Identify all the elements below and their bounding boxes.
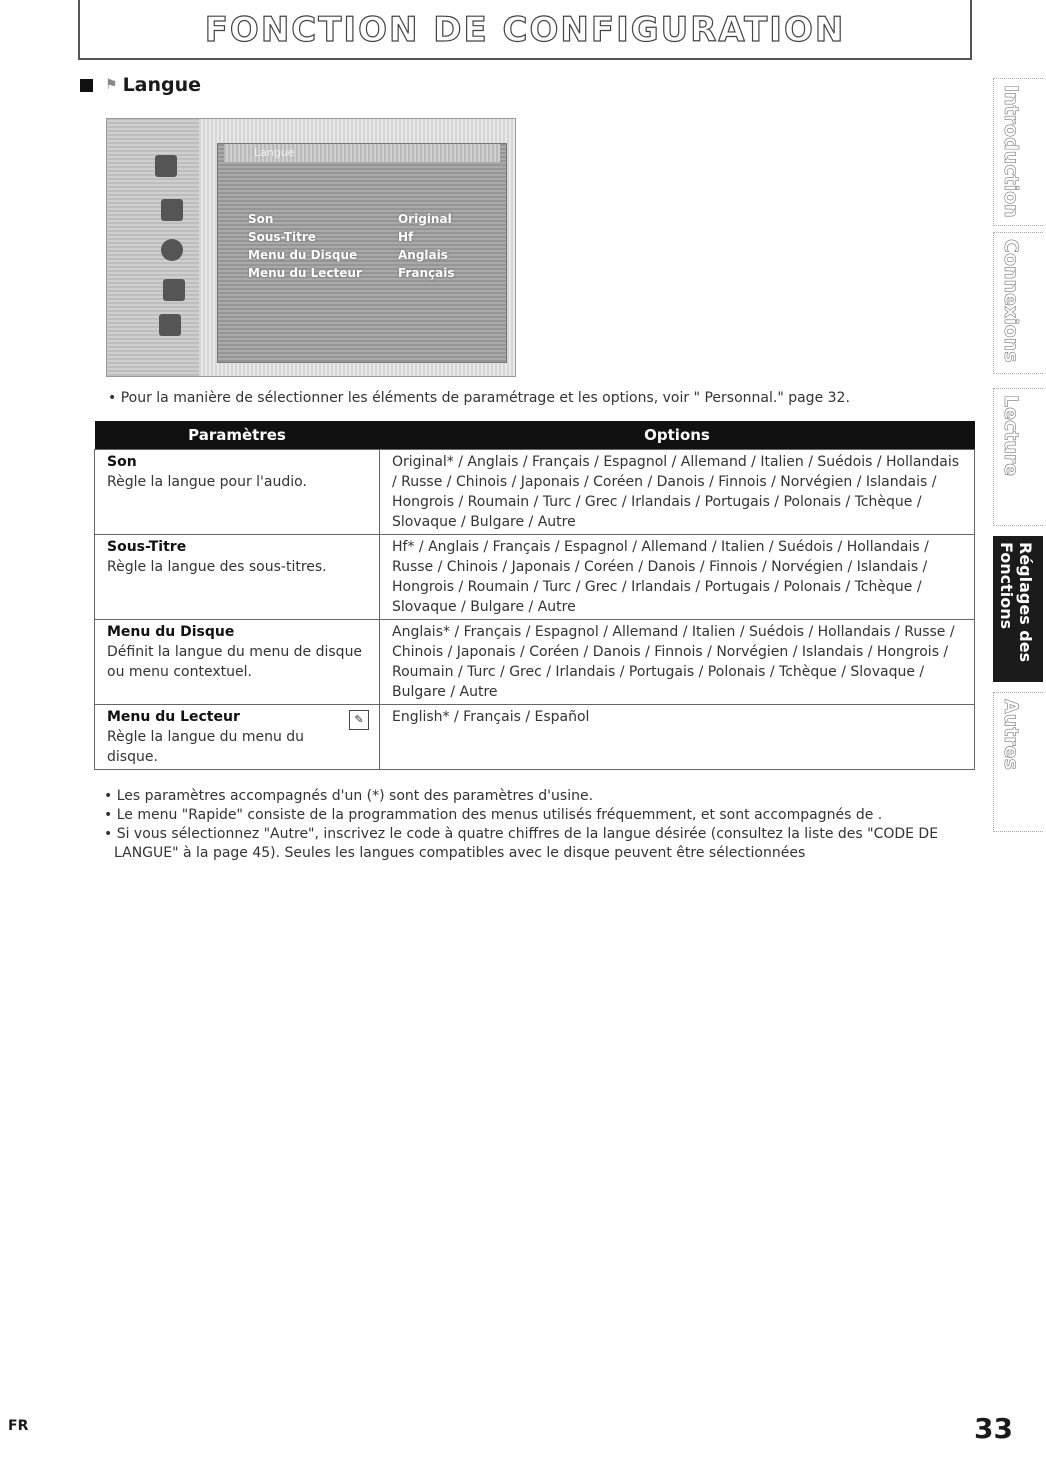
audio-menu-icon bbox=[161, 239, 183, 261]
table-row bbox=[95, 450, 975, 535]
menu-row-label[interactable]: Son bbox=[248, 212, 274, 226]
others-menu-icon bbox=[159, 314, 181, 336]
tab-label: Introduction bbox=[1000, 85, 1022, 218]
quick-menu-icon: ✎ bbox=[349, 710, 369, 730]
parameter-description: Règle la langue des sous-titres. bbox=[107, 559, 327, 575]
parameter-description: Règle la langue pour l'audio. bbox=[107, 474, 307, 490]
footnotes bbox=[104, 787, 974, 863]
menu-row-value: Original bbox=[398, 212, 452, 226]
tab-label: Connexions bbox=[1000, 239, 1022, 363]
tab-introduction[interactable] bbox=[993, 78, 1043, 226]
options-cell: Hf* / Anglais / Français / Espagnol / Allemand / Italien / Suédois / Hollandais / Russe / Chinois / Japonais / Coréen / Danois / Finnois / Norvégien / Islandais / Hongrois / Roumain / Turc / Grec / Irlandais / Portugais / Polonais / Tchèque / Slovaque / Bulgare / Autre bbox=[380, 535, 975, 620]
parameter-name: Son bbox=[107, 454, 137, 470]
options-cell: Anglais* / Français / Espagnol / Allemand / Italien / Suédois / Hollandais / Russe / Chinois / Japonais / Coréen / Danois / Finnois / Norvégien / Islandais / Hongrois / Roumain / Turc / Grec / Irlandais / Portugais / Polonais / Tchèque / Slovaque / Bulgare / Autre bbox=[380, 620, 975, 705]
page-number: 33 bbox=[974, 1412, 1013, 1445]
parameter-description: Définit la langue du menu de disque ou menu contextuel. bbox=[107, 644, 363, 680]
parameter-description: Règle la langue du menu du disque. bbox=[107, 729, 305, 765]
table-row bbox=[95, 535, 975, 620]
footnote: • Si vous sélectionnez "Autre", inscrivez le code à quatre chiffres de la langue désirée (consultez la liste des "CODE DE LANGUE" à la page 45). Seules les langues compatibles avec le disque peuvent être sélectionnées bbox=[104, 826, 939, 861]
menu-panel-title: Langue bbox=[224, 144, 500, 162]
section-heading bbox=[80, 74, 201, 96]
menu-row-value: Hf bbox=[398, 230, 414, 244]
footnote: • Les paramètres accompagnés d'un (*) sont des paramètres d'usine. bbox=[104, 788, 594, 804]
parameter-name: Menu du Lecteur bbox=[107, 709, 240, 725]
tab-label: Réglages des Fonctions bbox=[997, 542, 1035, 663]
section-title: Langue bbox=[122, 74, 202, 96]
menu-screenshot bbox=[106, 118, 516, 377]
tab-lecture[interactable] bbox=[993, 388, 1043, 526]
footnote: • Le menu "Rapide" consiste de la programmation des menus utilisés fréquemment, et sont accompagnés de . bbox=[104, 807, 883, 823]
options-cell: Original* / Anglais / Français / Espagnol / Allemand / Italien / Suédois / Hollandais / Russe / Chinois / Japonais / Coréen / Danois / Finnois / Norvégien / Islandais / Hongrois / Roumain / Turc / Grec / Irlandais / Portugais / Polonais / Tchèque / Slovaque / Bulgare / Autre bbox=[380, 450, 975, 535]
parameter-cell bbox=[95, 705, 380, 770]
table-row bbox=[95, 705, 975, 770]
menu-row-label[interactable]: Menu du Lecteur bbox=[248, 266, 362, 280]
menu-row-label[interactable]: Menu du Disque bbox=[248, 248, 358, 262]
usage-note: • Pour la manière de sélectionner les éléments de paramétrage et les options, voir " Personnal." page 32. bbox=[108, 390, 850, 406]
settings-table bbox=[94, 421, 975, 770]
lock-menu-icon bbox=[163, 279, 185, 301]
menu-row-value: Anglais bbox=[398, 248, 448, 262]
language-menu-icon bbox=[155, 155, 177, 177]
tab-reglages-fonctions[interactable] bbox=[993, 536, 1043, 682]
page-title: FONCTION DE CONFIGURATION bbox=[204, 10, 846, 50]
tab-autres[interactable] bbox=[993, 692, 1043, 832]
header-box bbox=[78, 0, 972, 60]
footer-language: FR bbox=[8, 1418, 29, 1434]
language-icon: ⚑ bbox=[105, 77, 118, 93]
bullet-square-icon bbox=[80, 79, 93, 92]
menu-row-label[interactable]: Sous-Titre bbox=[248, 230, 316, 244]
parameter-name: Sous-Titre bbox=[107, 539, 187, 555]
parameter-cell bbox=[95, 450, 380, 535]
options-cell: English* / Français / Español bbox=[380, 705, 975, 770]
tab-label: Lecture bbox=[1000, 395, 1022, 477]
tab-label: Autres bbox=[1000, 699, 1022, 770]
menu-row-value: Français bbox=[398, 266, 455, 280]
parameter-cell bbox=[95, 620, 380, 705]
table-row bbox=[95, 620, 975, 705]
column-header-options: Options bbox=[380, 421, 975, 450]
parameter-name: Menu du Disque bbox=[107, 624, 235, 640]
menu-panel bbox=[217, 143, 507, 363]
tab-connexions[interactable] bbox=[993, 232, 1043, 374]
screen-sidebar bbox=[107, 119, 199, 376]
column-header-parameters: Paramètres bbox=[95, 421, 380, 450]
parameter-cell bbox=[95, 535, 380, 620]
display-menu-icon bbox=[161, 199, 183, 221]
